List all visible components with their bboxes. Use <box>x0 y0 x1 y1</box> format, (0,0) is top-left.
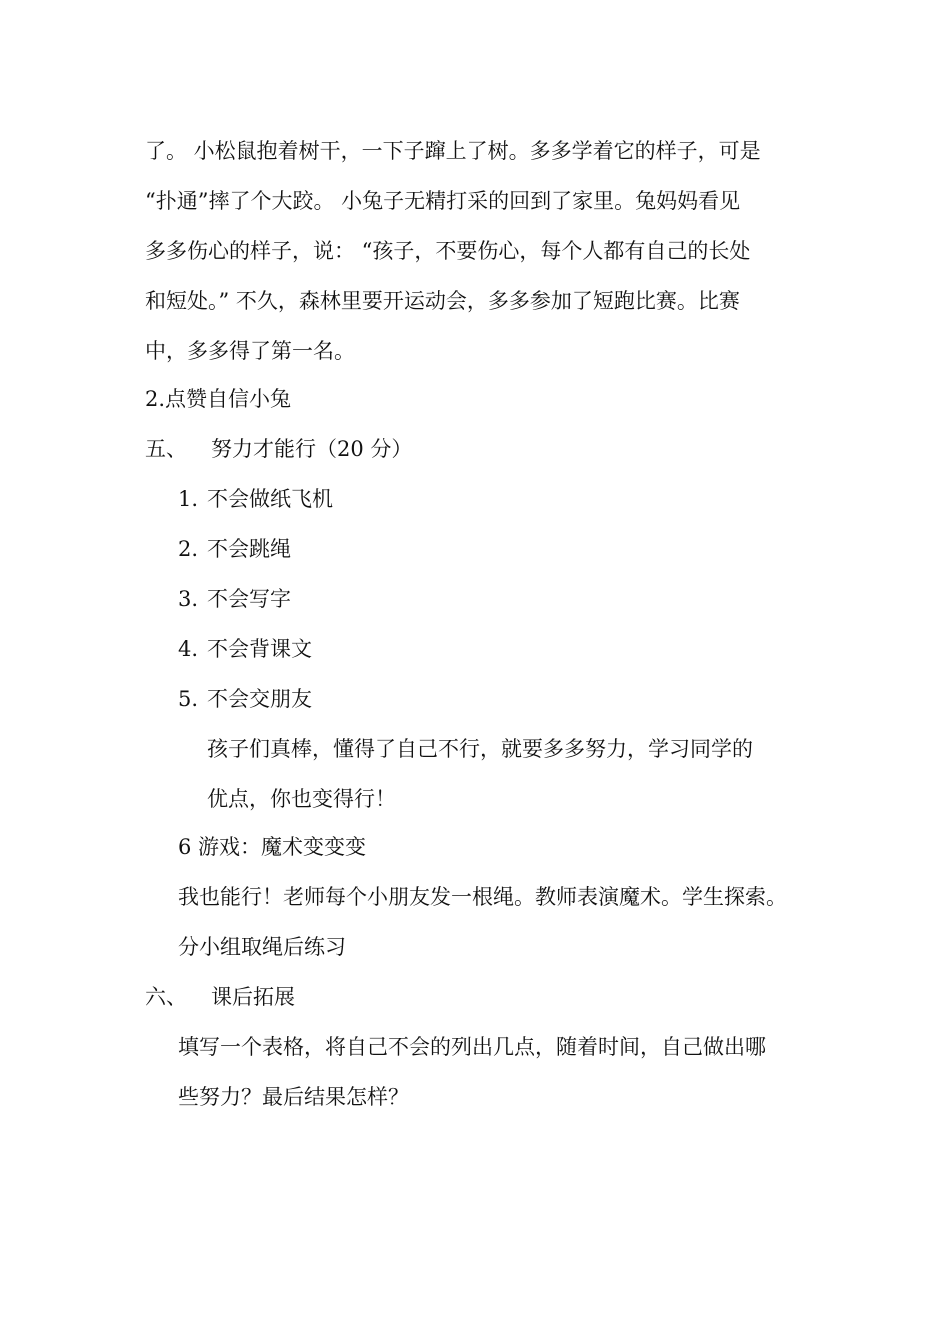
story-line-3: 多多伤心的样子，说： “孩子，不要伤心，每个人都有自己的长处 <box>145 239 751 263</box>
section-5-title: 努力才能行（20 分） <box>211 437 413 461</box>
game-line-2: 分小组取绳后练习 <box>178 935 346 959</box>
list-item <box>178 635 312 663</box>
game-line-1: 我也能行！老师每个小朋友发一根绳。教师表演魔术。学生探索。 <box>178 885 787 909</box>
list-number: 3. <box>178 587 199 611</box>
extension-line-1: 填写一个表格，将自己不会的列出几点，随着时间，自己做出哪 <box>178 1035 766 1059</box>
game-title: 6 游戏：魔术变变变 <box>178 835 367 859</box>
list-item <box>178 535 291 563</box>
item-2-heading: 2.点赞自信小兔 <box>145 387 292 411</box>
story-line-1: 了。 小松鼠抱着树干，一下子蹿上了树。多多学着它的样子，可是 <box>145 139 761 163</box>
list-text: 不会跳绳 <box>207 537 291 561</box>
list-number: 2. <box>178 537 199 561</box>
praise-line-1: 孩子们真棒，懂得了自己不行，就要多多努力，学习同学的 <box>207 737 753 761</box>
section-6-number: 六、 <box>145 985 187 1009</box>
section-6-title: 课后拓展 <box>211 985 295 1009</box>
section-5-number: 五、 <box>145 437 187 461</box>
list-number: 5. <box>178 687 199 711</box>
list-item <box>178 585 291 613</box>
list-text: 不会写字 <box>207 587 291 611</box>
section-6-heading <box>145 983 295 1011</box>
list-number: 4. <box>178 637 199 661</box>
story-line-2: “扑通”摔了个大跤。 小兔子无精打采的回到了家里。兔妈妈看见 <box>145 189 741 213</box>
list-number: 1. <box>178 487 199 511</box>
section-5-heading <box>145 435 412 463</box>
list-text: 不会背课文 <box>207 637 312 661</box>
extension-line-2: 些努力？最后结果怎样？ <box>178 1085 409 1109</box>
list-item <box>178 485 333 513</box>
story-line-4: 和短处。” 不久，森林里要开运动会，多多参加了短跑比赛。比赛 <box>145 289 740 313</box>
list-item <box>178 685 312 713</box>
list-text: 不会交朋友 <box>207 687 312 711</box>
list-text: 不会做纸飞机 <box>207 487 333 511</box>
praise-line-2: 优点，你也变得行！ <box>207 787 396 811</box>
story-line-5: 中，多多得了第一名。 <box>145 339 355 363</box>
